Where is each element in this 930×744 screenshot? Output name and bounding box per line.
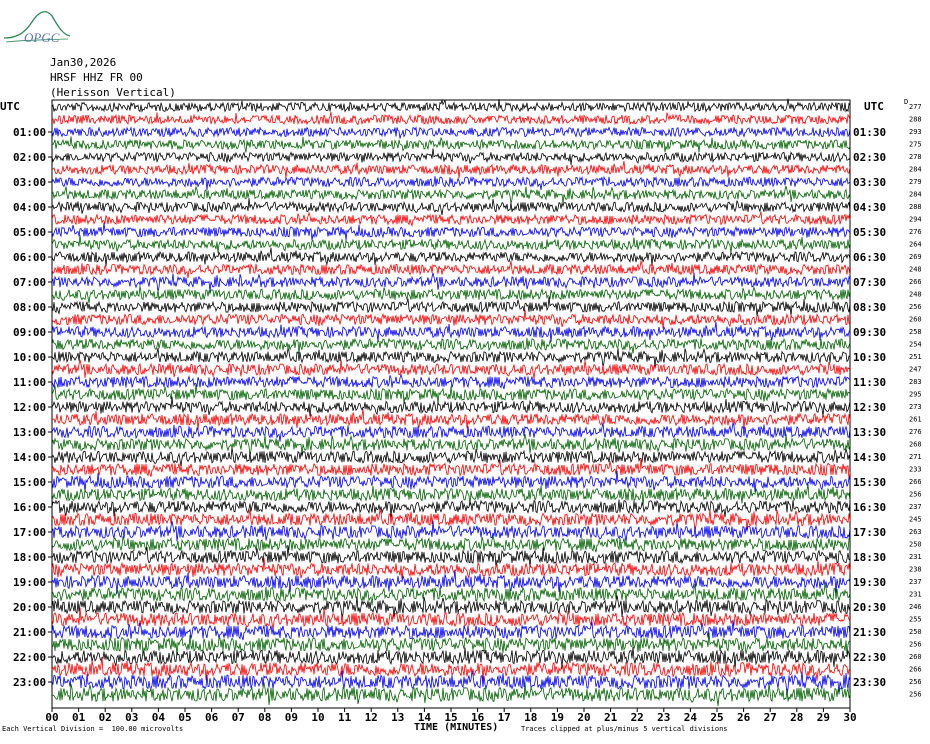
trace-line	[52, 99, 850, 112]
left-hour-label: 15:00	[13, 476, 47, 489]
right-hour-label: 22:30	[853, 651, 887, 664]
left-hour-label: 16:00	[13, 501, 47, 514]
trace-line	[52, 423, 850, 442]
left-hour-label: 01:00	[13, 126, 47, 139]
x-tick-label: 14	[417, 711, 432, 724]
left-hour-label: 23:00	[13, 676, 47, 689]
trace-line	[52, 261, 850, 278]
trace-value-label: 269	[909, 253, 922, 261]
right-hour-label: 05:30	[853, 226, 887, 239]
x-tick-label: 02	[98, 711, 112, 724]
right-hour-label: 14:30	[853, 451, 887, 464]
trace-value-label: 266	[909, 278, 922, 286]
trace-value-label: 279	[909, 178, 922, 186]
trace-value-label: 288	[909, 115, 922, 124]
trace-value-label: 263	[909, 528, 922, 536]
trace-line	[52, 286, 850, 303]
right-utc-title: UTC	[864, 100, 884, 113]
trace-value-label: 278	[909, 153, 922, 161]
left-hour-label: 09:00	[13, 326, 47, 339]
x-tick-label: 29	[816, 711, 831, 724]
x-tick-label: 07	[231, 711, 245, 724]
date-label: Jan30,2026	[50, 56, 117, 69]
left-utc-title: UTC	[0, 100, 20, 113]
x-tick-label: 09	[284, 711, 299, 724]
trace-value-label: 277	[909, 103, 922, 111]
left-hour-label: 19:00	[13, 576, 47, 589]
trace-value-label: 293	[909, 128, 922, 136]
x-tick-label: 28	[790, 711, 804, 724]
right-hour-label: 06:30	[853, 251, 887, 264]
right-hour-label: 17:30	[853, 526, 887, 539]
trace-value-label: 251	[909, 353, 922, 361]
x-tick-label: 23	[657, 711, 671, 724]
x-tick-label: 01	[71, 711, 86, 724]
right-hour-label: 11:30	[853, 376, 887, 389]
x-tick-label: 19	[550, 711, 565, 724]
trace-value-label: 231	[909, 590, 922, 599]
trace-value-label: 233	[909, 465, 922, 474]
left-hour-label: 02:00	[13, 151, 47, 164]
x-tick-label: 15	[444, 711, 458, 724]
trace-line	[52, 161, 850, 178]
trace-line	[52, 186, 850, 204]
trace-line	[52, 198, 850, 215]
left-hour-label: 07:00	[13, 276, 47, 289]
trace-line	[52, 397, 850, 418]
right-hour-label: 07:30	[853, 276, 887, 289]
right-hour-label: 23:30	[853, 676, 887, 689]
right-hour-label: 18:30	[853, 551, 887, 564]
trace-value-label: 248	[909, 265, 922, 274]
trace-value-label: 237	[909, 503, 922, 511]
right-hour-label: 02:30	[853, 151, 887, 164]
x-tick-label: 22	[630, 711, 644, 724]
trace-line	[52, 136, 850, 152]
right-hour-label: 15:30	[853, 476, 887, 489]
x-tick-label: 16	[470, 711, 485, 724]
trace-line	[52, 148, 850, 164]
left-hour-label: 18:00	[13, 551, 47, 564]
left-hour-label: 10:00	[13, 351, 47, 364]
right-hour-label: 04:30	[853, 201, 887, 214]
left-hour-label: 20:00	[13, 601, 47, 614]
x-tick-label: 17	[497, 711, 511, 724]
trace-value-label: 276	[909, 428, 922, 436]
trace-value-label: 246	[909, 603, 922, 611]
right-hour-label: 19:30	[853, 576, 887, 589]
right-hour-label: 08:30	[853, 301, 887, 314]
trace-line	[52, 212, 850, 226]
station-description: (Herisson Vertical)	[50, 86, 176, 99]
trace-value-label: 266	[909, 478, 922, 486]
x-tick-label: 10	[311, 711, 325, 724]
right-hour-label: 21:30	[853, 626, 887, 639]
trace-value-label: 273	[909, 403, 922, 411]
trace-value-label: 268	[909, 440, 922, 449]
x-tick-label: 13	[391, 711, 405, 724]
right-hour-label: 01:30	[853, 126, 887, 139]
x-tick-label: 04	[151, 711, 166, 724]
left-hour-label: 17:00	[13, 526, 47, 539]
left-hour-label: 11:00	[13, 376, 47, 389]
trace-value-label: 271	[909, 453, 922, 461]
trace-line	[52, 273, 850, 292]
x-tick-label: 24	[683, 711, 698, 724]
scale-note: Each Vertical Division = 100.00 microvolts	[2, 725, 184, 733]
trace-value-label: 295	[909, 390, 922, 399]
trace-line	[52, 235, 850, 253]
x-tick-label: 05	[178, 711, 192, 724]
right-hour-label: 12:30	[853, 401, 887, 414]
trace-line	[52, 536, 850, 552]
trace-value-label: 256	[909, 690, 922, 699]
x-tick-label: 08	[258, 711, 272, 724]
trace-value-label: 275	[909, 140, 922, 149]
x-tick-label: 06	[204, 711, 219, 724]
trace-value-label: 250	[909, 628, 922, 636]
left-hour-label: 14:00	[13, 451, 47, 464]
x-tick-label: 27	[763, 711, 777, 724]
trace-value-label: 237	[909, 578, 922, 586]
right-hour-label: 03:30	[853, 176, 887, 189]
trace-value-label: 288	[909, 203, 922, 211]
trace-value-label: 231	[909, 553, 922, 561]
x-tick-label: 30	[843, 711, 857, 724]
x-tick-label: 12	[364, 711, 378, 724]
right-hour-label: 20:30	[853, 601, 887, 614]
x-tick-label: 20	[577, 711, 591, 724]
station-label: HRSF HHZ FR 00	[50, 71, 143, 84]
trace-value-label: 261	[909, 415, 922, 424]
left-hour-label: 04:00	[13, 201, 47, 214]
right-hour-label: 09:30	[853, 326, 887, 339]
trace-value-label: 283	[909, 378, 922, 386]
x-tick-label: 26	[736, 711, 751, 724]
left-hour-label: 06:00	[13, 251, 47, 264]
trace-value-label: 294	[909, 215, 922, 224]
trace-value-label: 238	[909, 565, 922, 574]
trace-value-label: 260	[909, 653, 922, 661]
trace-value-label: 284	[909, 190, 922, 199]
trace-value-label: 248	[909, 290, 922, 299]
left-hour-label: 22:00	[13, 651, 47, 664]
left-hour-label: 12:00	[13, 401, 47, 414]
trace-value-label: 256	[909, 678, 922, 686]
trace-value-label: 284	[909, 165, 922, 174]
right-column-title: D	[904, 98, 909, 106]
right-hour-label: 16:30	[853, 501, 887, 514]
x-tick-label: 18	[524, 711, 538, 724]
trace-line	[52, 310, 850, 329]
trace-value-label: 276	[909, 228, 922, 236]
trace-line	[52, 223, 850, 241]
trace-value-label: 247	[909, 365, 922, 374]
left-hour-label: 05:00	[13, 226, 47, 239]
x-tick-label: 21	[603, 711, 618, 724]
left-hour-label: 03:00	[13, 176, 47, 189]
left-hour-label: 21:00	[13, 626, 47, 639]
right-hour-label: 10:30	[853, 351, 887, 364]
trace-value-label: 256	[909, 303, 922, 311]
trace-line	[52, 359, 850, 378]
clip-note: Traces clipped at plus/minus 5 vertical divisions	[521, 725, 728, 733]
right-hour-label: 13:30	[853, 426, 887, 439]
x-tick-label: 11	[337, 711, 352, 724]
trace-value-label: 260	[909, 315, 922, 324]
left-hour-label: 13:00	[13, 426, 47, 439]
trace-line	[52, 176, 850, 190]
trace-value-label: 245	[909, 515, 922, 524]
logo-text: OPGC	[24, 30, 60, 45]
trace-line	[52, 112, 850, 125]
trace-value-label: 250	[909, 540, 922, 549]
x-tick-label: 25	[710, 711, 724, 724]
x-tick-label: 00	[45, 711, 59, 724]
trace-value-label: 254	[909, 340, 922, 349]
trace-value-label: 256	[909, 640, 922, 649]
trace-value-label: 266	[909, 665, 922, 674]
trace-value-label: 264	[909, 240, 922, 249]
trace-value-label: 255	[909, 615, 922, 624]
x-tick-label: 03	[125, 711, 139, 724]
trace-line	[52, 127, 850, 139]
trace-value-label: 256	[909, 490, 922, 499]
trace-value-label: 258	[909, 328, 922, 336]
left-hour-label: 08:00	[13, 301, 47, 314]
x-axis-label: TIME (MINUTES)	[414, 722, 499, 733]
